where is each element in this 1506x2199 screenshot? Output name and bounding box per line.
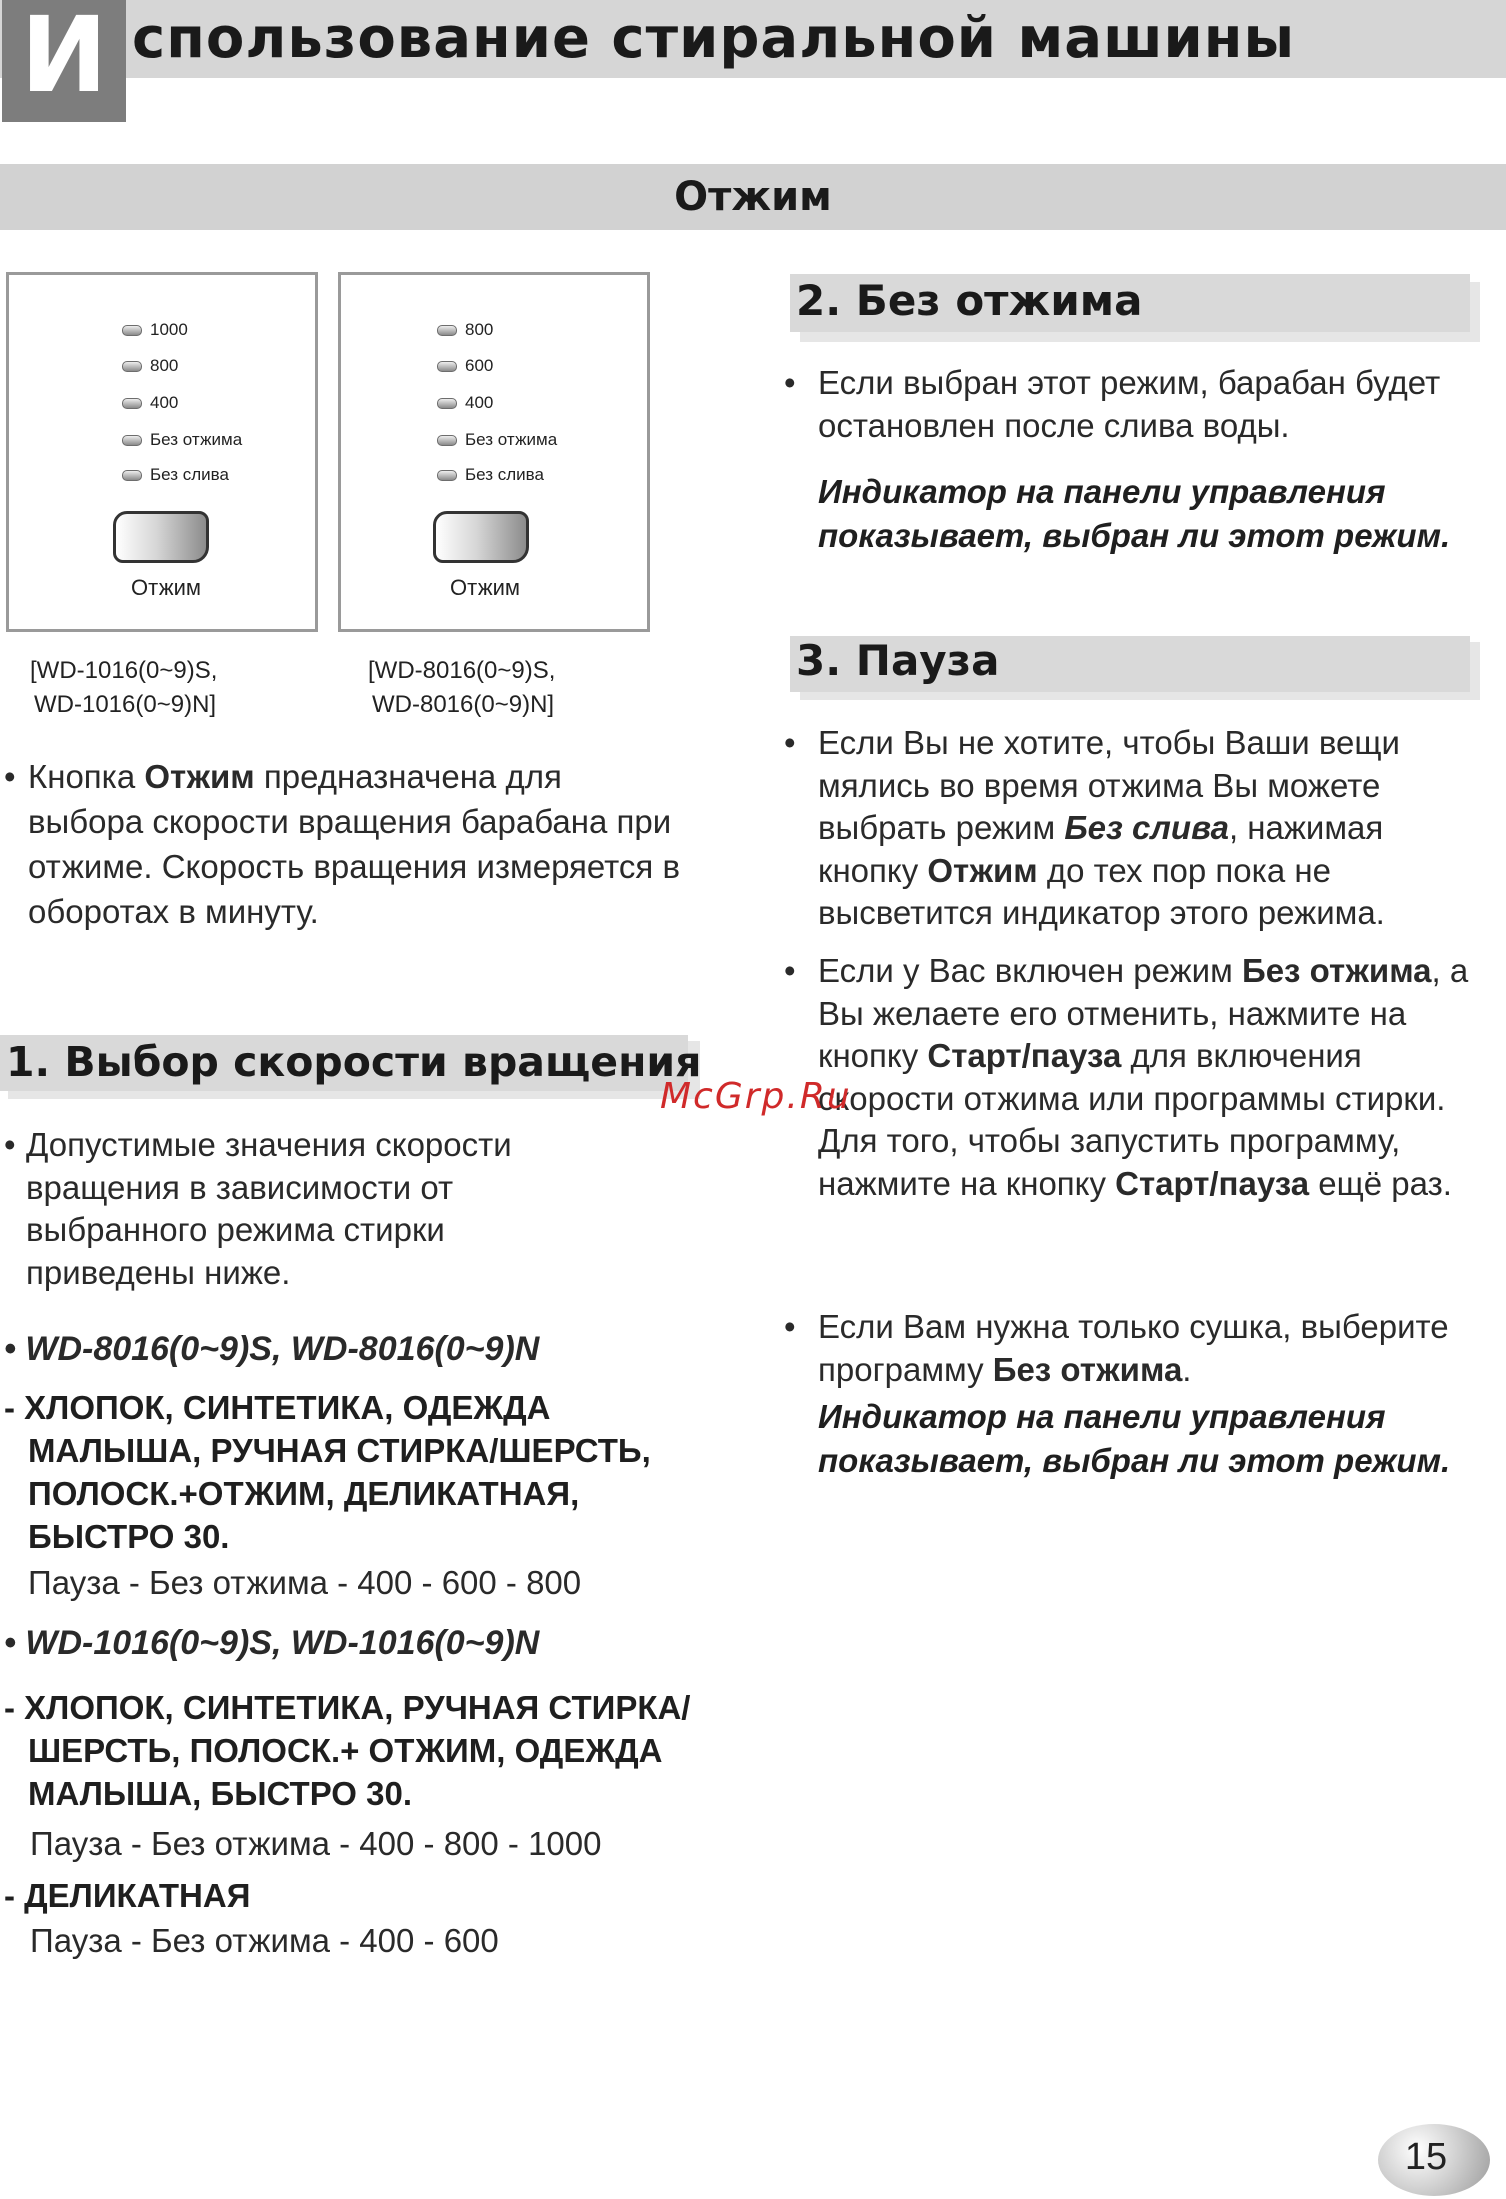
- spin-button-label-2: Отжим: [450, 575, 521, 600]
- panel2-option: Без отжима: [437, 430, 557, 465]
- panel2-speed-list: [437, 320, 557, 500]
- indicator-led-icon: [122, 398, 142, 409]
- spin-button-panel-1[interactable]: [113, 511, 209, 563]
- panel2-option: 400: [437, 393, 557, 430]
- indicator-led-icon: [437, 435, 457, 446]
- pause-bullet-3: • Если Вам нужна только сушка, выберите программу Без отжима.: [784, 1308, 1449, 1388]
- section-title: Отжим: [674, 174, 832, 220]
- model-group-1016: • WD-1016(0~9)S, WD-1016(0~9)N: [4, 1624, 540, 1662]
- header-initial-letter: И: [20, 0, 108, 116]
- indicator-led-icon: [122, 361, 142, 372]
- spin-speed-description: • Допустимые значения скорости вращения в зависимости от выбранного режима стирки приведены ниже.: [4, 1126, 512, 1291]
- panel2-option: 800: [437, 320, 557, 356]
- no-spin-description: • Если выбран этот режим, барабан будет остановлен после слива воды.: [784, 364, 1441, 444]
- speeds-delicate: Пауза - Без отжима - 400 - 600: [30, 1922, 499, 1959]
- programs-delicate: - ДЕЛИКАТНАЯ: [4, 1877, 251, 1914]
- heading-pause: 3. Пауза: [796, 636, 1000, 685]
- panel1-models: [WD-1016(0~9)S, WD-1016(0~9)N]: [30, 657, 218, 718]
- page-number: 15: [1404, 2136, 1448, 2178]
- panel1-speed-list: [122, 320, 242, 500]
- indicator-led-icon: [437, 325, 457, 336]
- panel2-option: 600: [437, 356, 557, 393]
- speeds-8016: Пауза - Без отжима - 400 - 600 - 800: [28, 1564, 582, 1601]
- pause-bullet-2: • Если у Вас включен режим Без отжима, а Вы желаете его отменить, нажмите на кнопку Старт/пауза для включения скорости отжима или программы стирки. Для того, чтобы запустить программу, нажмите на кнопку Старт/пауза ещё раз.: [784, 952, 1469, 1202]
- panel1-option: 400: [122, 393, 242, 430]
- panel1-option: Без отжима: [122, 430, 242, 465]
- panel1-option: 800: [122, 356, 242, 393]
- panel1-option: 1000: [122, 320, 242, 356]
- programs-8016: - ХЛОПОК, СИНТЕТИКА, ОДЕЖДА МАЛЫША, РУЧНАЯ СТИРКА/ШЕРСТЬ, ПОЛОСК.+ОТЖИМ, ДЕЛИКАТНАЯ, БЫСТРО 30.: [4, 1389, 651, 1555]
- heading-spin-speed: 1. Выбор скорости вращения: [6, 1038, 702, 1086]
- indicator-led-icon: [437, 361, 457, 372]
- model-group-8016: • WD-8016(0~9)S, WD-8016(0~9)N: [4, 1330, 540, 1368]
- programs-1016: - ХЛОПОК, СИНТЕТИКА, РУЧНАЯ СТИРКА/ШЕРСТЬ, ПОЛОСК.+ ОТЖИМ, ОДЕЖДА МАЛЫША, БЫСТРО 30.: [4, 1689, 691, 1812]
- pause-note: Индикатор на панели управления показывает, выбран ли этот режим.: [818, 1398, 1451, 1479]
- intro-paragraph: • Кнопка Отжим предназначена для выбора скорости вращения барабана при отжиме. Скорость вращения измеряется в оборотах в минуту.: [4, 758, 680, 930]
- spin-button-label-1: Отжим: [131, 575, 202, 600]
- indicator-led-icon: [437, 470, 457, 481]
- panel2-option: Без слива: [437, 465, 557, 500]
- panel2-models: [WD-8016(0~9)S, WD-8016(0~9)N]: [368, 657, 556, 718]
- page-title: спользование стиральной машины: [132, 6, 1296, 71]
- indicator-led-icon: [122, 470, 142, 481]
- pause-bullet-1: • Если Вы не хотите, чтобы Ваши вещи мялись во время отжима Вы можете выбрать режим Без слива, нажимая кнопку Отжим до тех пор пока не высветится индикатор этого режима.: [784, 724, 1400, 931]
- spin-button-panel-2[interactable]: [433, 511, 529, 563]
- speeds-1016: Пауза - Без отжима - 400 - 800 - 1000: [30, 1825, 602, 1862]
- indicator-led-icon: [437, 398, 457, 409]
- panel1-option: Без слива: [122, 465, 242, 500]
- indicator-led-icon: [122, 435, 142, 446]
- watermark: McGrp.Ru: [660, 1076, 852, 1117]
- indicator-led-icon: [122, 325, 142, 336]
- no-spin-note: Индикатор на панели управления показывает, выбран ли этот режим.: [818, 473, 1451, 554]
- heading-no-spin: 2. Без отжима: [796, 276, 1143, 325]
